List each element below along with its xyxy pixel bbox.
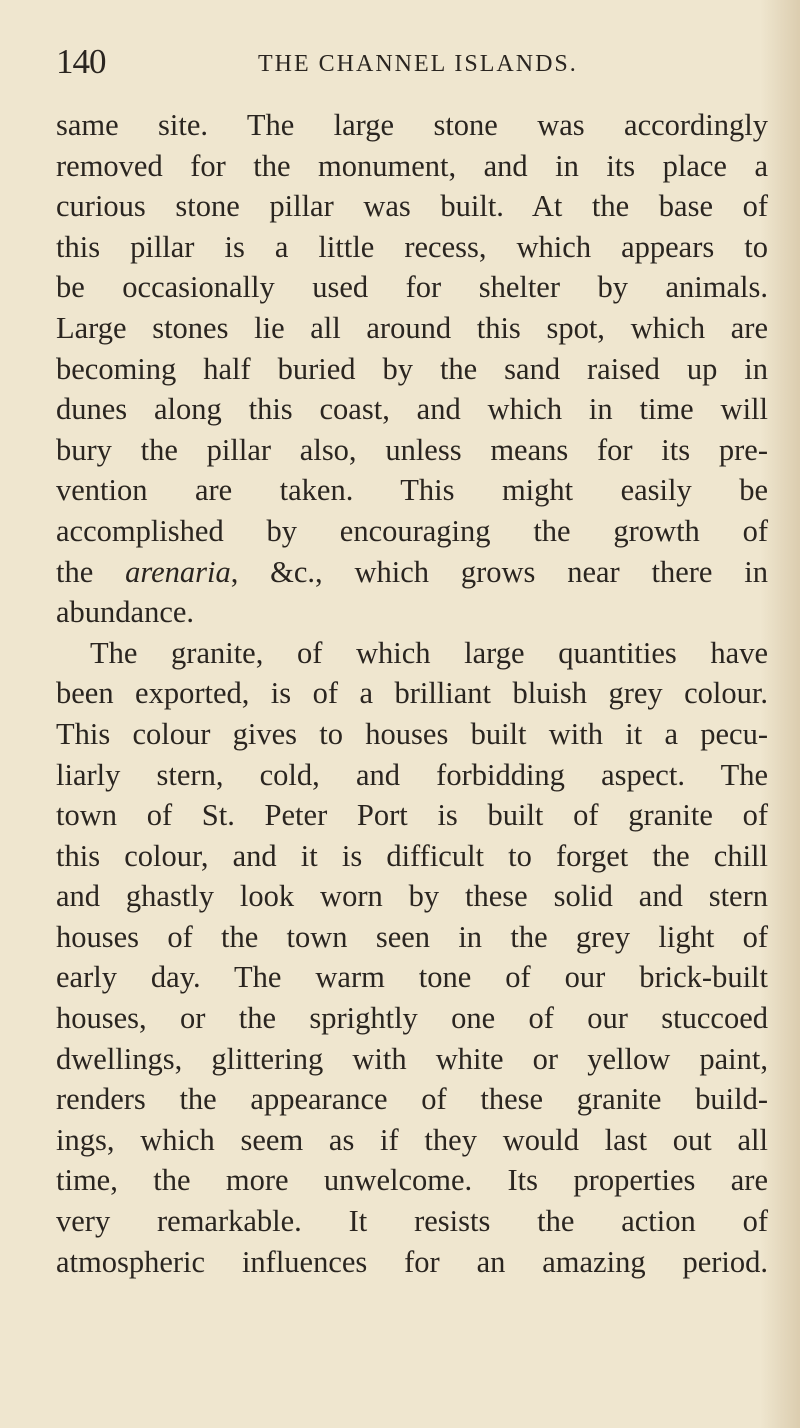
text-line: removed for the monument, and in its place a xyxy=(56,148,768,183)
text-line: liarly stern, cold, and forbidding aspect. The xyxy=(56,757,768,792)
text-line: becoming half buried by the sand raised up in xyxy=(56,351,768,386)
text-line: Large stones lie all around this spot, which are xyxy=(56,310,768,345)
italic-term: arenaria xyxy=(125,554,231,589)
text-line: renders the appearance of these granite build- xyxy=(56,1082,768,1117)
text-line: be occasionally used for shelter by animals. xyxy=(56,270,768,305)
text-line: accomplished by encouraging the growth of xyxy=(56,513,768,548)
text-line: time, the more unwelcome. Its properties are xyxy=(56,1163,768,1198)
page-header xyxy=(56,44,756,94)
text-line: this pillar is a little recess, which appears to xyxy=(56,229,768,264)
text-line: abundance. xyxy=(56,595,195,630)
text-line: dwellings, glittering with white or yellow paint, xyxy=(56,1041,768,1076)
body-text xyxy=(56,105,768,1282)
text-line: the arenaria, &c., which grows near there in xyxy=(56,554,769,589)
text-line: town of St. Peter Port is built of granite of xyxy=(56,798,768,833)
text-line: very remarkable. It resists the action of xyxy=(56,1204,768,1239)
text-line: The granite, of which large quantities have xyxy=(90,635,768,670)
text-line: This colour gives to houses built with it a pecu- xyxy=(56,716,768,751)
paragraph xyxy=(56,633,768,1283)
text-line: atmospheric influences for an amazing period. xyxy=(56,1244,768,1279)
page-number: 140 xyxy=(56,42,106,81)
text-line: houses of the town seen in the grey light of xyxy=(56,919,768,954)
text-line: bury the pillar also, unless means for its pre- xyxy=(56,432,768,467)
text-line: been exported, is of a brilliant bluish grey colour. xyxy=(56,676,768,711)
paragraph xyxy=(56,105,768,633)
text-line: vention are taken. This might easily be xyxy=(56,473,768,508)
text-line: same site. The large stone was accordingly xyxy=(56,108,768,142)
text-line: houses, or the sprightly one of our stuccoed xyxy=(56,1001,768,1036)
text-line: ings, which seem as if they would last out all xyxy=(56,1122,768,1157)
text-line: curious stone pillar was built. At the base of xyxy=(56,189,768,224)
text-line: dunes along this coast, and which in time will xyxy=(56,392,768,427)
running-head: THE CHANNEL ISLANDS. xyxy=(258,51,578,77)
text-line: and ghastly look worn by these solid and stern xyxy=(56,879,768,914)
text-line: this colour, and it is difficult to forget the chill xyxy=(56,838,768,873)
text-line: early day. The warm tone of our brick-built xyxy=(56,960,768,995)
